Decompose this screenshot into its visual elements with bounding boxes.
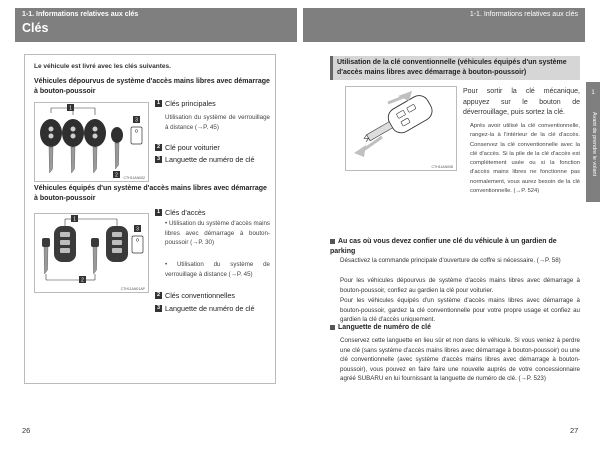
keys-illustration-1 xyxy=(35,103,148,181)
bullet-text: Utilisation du système de verrouillage à distance (→P. 45) xyxy=(165,261,270,278)
key-storage-note: Après avoir utilisé la clé conventionnelle, rangez-la à l'intérieur de la clé d'accès. Conservez la clé conventionnelle avec la clé d'accès. Si la pile de la clé d'accès est complètement usée ou si la fonction d'accès mains libres ne fonctionne pas normalement, vous aurez besoin de la clé conventionnelle. (→P. 524) xyxy=(470,123,580,194)
item-label: Clés d'accès xyxy=(165,208,206,217)
item-number: 2 xyxy=(156,144,161,150)
chapter-number: 1 xyxy=(591,90,595,96)
item-number: 2 xyxy=(156,292,161,298)
keys-figure-1 xyxy=(34,102,149,182)
section-marker-icon xyxy=(330,239,335,244)
svg-text:2: 2 xyxy=(115,172,118,179)
keys-figure-2 xyxy=(34,213,149,293)
item-main-keys-sub: Utilisation du système de verrouillage à distance (→P. 45) xyxy=(165,114,270,131)
page-title: Clés xyxy=(22,21,49,35)
right-header-bar xyxy=(303,8,585,42)
access-key-bullet-1: • Utilisation du système d'accès mains libres avec démarrage à bouton-poussoir (→P. 30) xyxy=(165,220,270,247)
valet-para-3: Pour les véhicules équipés d'un système d'accès mains libres avec démarrage à bouton-poussoir, gardez la clé conventionnelle pour votre propre usage et confiez au gardien la clé d'accès uniquement. xyxy=(340,297,580,324)
item-key-number-plate-2 xyxy=(155,304,255,313)
figure-2-id: CTH11AN01AP xyxy=(120,287,145,291)
item-key-number-plate xyxy=(155,155,255,164)
valet-para-2: Pour les véhicules dépourvus de système d'accès mains libres avec démarrage à bouton-poussoir, confiez au gardien la clé pour voiturier. xyxy=(340,277,580,294)
item-conventional-keys xyxy=(155,291,235,300)
item-number: 1 xyxy=(156,209,161,215)
svg-text:3: 3 xyxy=(135,117,138,124)
key-removal-illustration xyxy=(346,87,456,170)
item-label: Clés principales xyxy=(165,99,216,108)
item-label: Languette de numéro de clé xyxy=(165,304,255,313)
item-label: Clés conventionnelles xyxy=(165,291,235,300)
valet-section-title: Au cas où vous devez confier une clé du véhicule à un gardien de parking xyxy=(330,238,557,256)
item-number: 3 xyxy=(156,156,161,162)
keys-panel xyxy=(24,54,276,384)
item-access-keys xyxy=(155,208,206,217)
key-removal-instruction: Pour sortir la clé mécanique, appuyez sur le bouton de déverrouillage, puis sortez la clé. xyxy=(463,88,580,116)
intro-text: Le véhicule est livré avec les clés suivantes. xyxy=(34,63,171,70)
svg-text:1: 1 xyxy=(73,216,76,223)
group1-heading: Véhicules dépourvus de système d'accès mains libres avec démarrage à bouton-poussoir xyxy=(34,78,270,96)
left-header-bar xyxy=(15,8,297,42)
item-label: Clé pour voiturier xyxy=(165,143,220,152)
valet-para-1: Désactivez la commande principale d'ouverture de coffre si nécessaire. (→P. 58) xyxy=(340,257,561,264)
svg-text:1: 1 xyxy=(69,105,72,112)
key-figure-id: CTH11AN008 xyxy=(431,165,453,169)
key-number-para: Conservez cette languette en lieu sûr et non dans le véhicule. Si vous veniez à perdre une clé (sans système d'accès mains libres avec démarrage à bouton-poussoir) ou une clé conventionnelle (avec système d'accès mains libres avec démarrage à bouton-poussoir), vous pouvez en faire faire une nouvelle auprès de votre concessionnaire agréé SUBARU en lui fournissant la languette de numéro de clé. (→P. 523) xyxy=(340,337,580,383)
group2-heading: Véhicules équipés d'un système d'accès mains libres avec démarrage à bouton-poussoir xyxy=(34,185,267,203)
conventional-key-title: Utilisation de la clé conventionnelle (véhicules équipés d'un système d'accès mains libres avec démarrage à bouton-poussoir) xyxy=(330,56,580,80)
keys-illustration-2 xyxy=(35,214,148,292)
access-key-bullet-2: • Utilisation du système de verrouillage à distance (→P. 45) xyxy=(165,261,270,278)
item-label: Languette de numéro de clé xyxy=(165,155,255,164)
item-number: 3 xyxy=(156,305,161,311)
figure-1-id: CTH11AN002 xyxy=(123,176,145,180)
chapter-label: Avant de prendre le volant xyxy=(591,112,597,177)
key-number-section-title: Languette de numéro de clé xyxy=(330,323,580,333)
section-label: 1-1. Informations relatives aux clés xyxy=(22,11,139,18)
svg-text:2: 2 xyxy=(81,277,84,284)
item-main-keys xyxy=(155,99,216,108)
section-marker-icon xyxy=(330,325,335,330)
page-number-left: 26 xyxy=(22,426,31,435)
page-number-right: 27 xyxy=(570,426,579,435)
conventional-key-figure xyxy=(345,86,457,171)
right-section-label: 1-1. Informations relatives aux clés xyxy=(469,11,578,18)
bullet-text: Utilisation du système d'accès mains libres avec démarrage à bouton-poussoir (→P. 30) xyxy=(165,220,270,247)
item-number: 1 xyxy=(156,100,161,106)
item-valet-key xyxy=(155,143,220,152)
svg-text:3: 3 xyxy=(136,226,139,233)
